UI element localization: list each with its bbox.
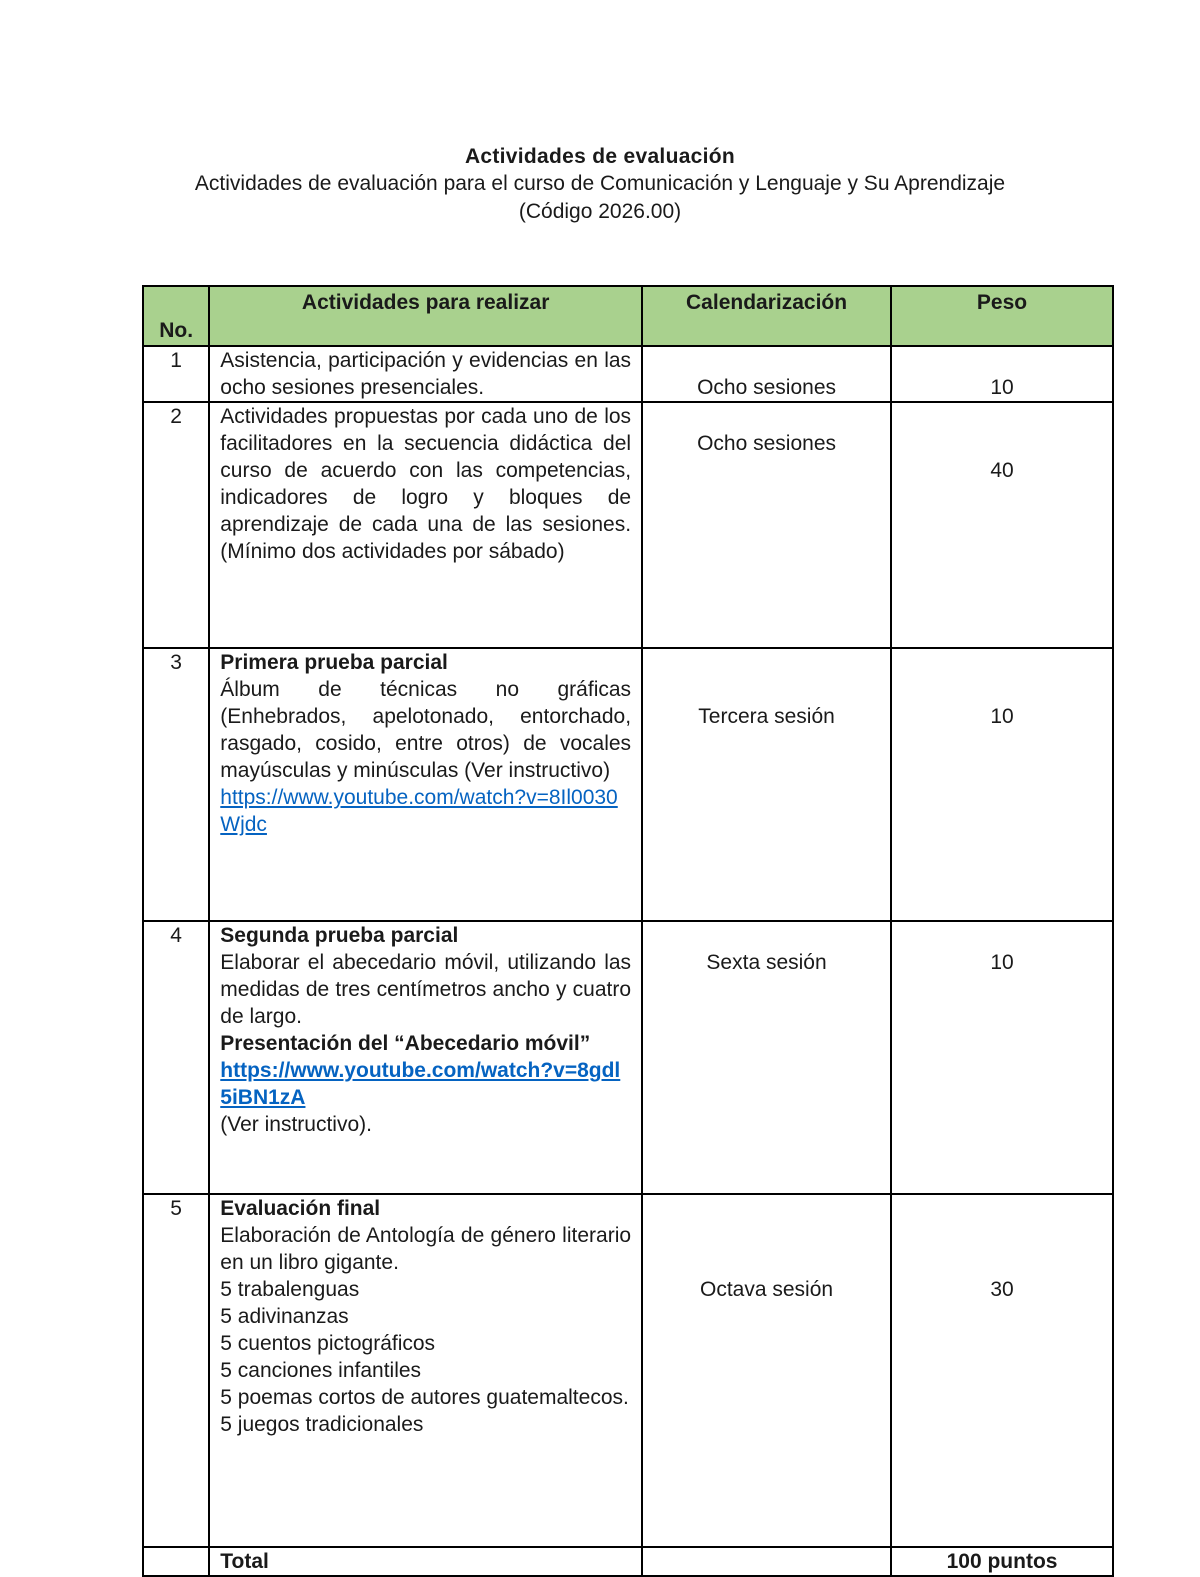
- activity-text: Asistencia, participación y evidencias en las ocho sesiones presenciales.: [220, 349, 632, 399]
- activity-cell: [209, 346, 642, 402]
- activity-cell: [209, 921, 642, 1194]
- activity-text: Álbum de técnicas no gráficas (Enhebrados, apelotonado, entorchado, rasgado, cosido, entre otros) de vocales mayúsculas y minúsculas (Ver instructivo): [220, 678, 632, 782]
- row-number: 1: [143, 346, 209, 402]
- schedule-cell: Ocho sesiones: [642, 402, 891, 648]
- row-number: 2: [143, 402, 209, 648]
- list-item: 5 cuentos pictográficos: [220, 1332, 436, 1355]
- table-header-row: [143, 286, 1113, 346]
- row-number: 3: [143, 648, 209, 921]
- row-number: 4: [143, 921, 209, 1194]
- total-row: [143, 1547, 1113, 1576]
- weight-cell: 10: [891, 648, 1113, 921]
- activity-note: (Ver instructivo).: [220, 1113, 372, 1136]
- total-empty-schedule: [642, 1547, 891, 1576]
- schedule-cell: Sexta sesión: [642, 921, 891, 1194]
- abecedario-video-link[interactable]: https://www.youtube.com/watch?v=8gdl5iBN1zA: [220, 1059, 621, 1109]
- weight-cell: 10: [891, 346, 1113, 402]
- table-row: [143, 648, 1113, 921]
- schedule-cell: Ocho sesiones: [642, 346, 891, 402]
- column-header-activities: Actividades para realizar: [209, 286, 642, 346]
- activity-heading: Evaluación final: [220, 1197, 381, 1220]
- weight-cell: 10: [891, 921, 1113, 1194]
- course-code: (Código 2026.00): [518, 200, 682, 223]
- list-item: 5 poemas cortos de autores guatemaltecos.: [220, 1386, 629, 1409]
- weight-cell: 40: [891, 402, 1113, 648]
- list-item: 5 adivinanzas: [220, 1305, 349, 1328]
- table-row: [143, 1194, 1113, 1547]
- row-number: 5: [143, 1194, 209, 1547]
- instructions-video-link[interactable]: https://www.youtube.com/watch?v=8Il0030Wjdc: [220, 786, 618, 836]
- table-row: [143, 402, 1113, 648]
- column-header-no: No.: [143, 286, 209, 346]
- total-empty-no: [143, 1547, 209, 1576]
- table-row: [143, 346, 1113, 402]
- activity-cell: [209, 1194, 642, 1547]
- activity-text: Actividades propuestas por cada uno de los facilitadores en la secuencia didáctica del curso de acuerdo con las competencias, indicadores de logro y bloques de aprendizaje de cada una de las sesiones. (Mínimo dos actividades por sábado): [220, 405, 632, 563]
- document-header: [0, 143, 1200, 226]
- weight-cell: 30: [891, 1194, 1113, 1547]
- activity-heading: Primera prueba parcial: [220, 651, 448, 674]
- column-header-weight: Peso: [891, 286, 1113, 346]
- page-subtitle: Actividades de evaluación para el curso de Comunicación y Lenguaje y Su Aprendizaje: [194, 172, 1006, 195]
- evaluation-table: [142, 285, 1114, 1577]
- schedule-cell: Octava sesión: [642, 1194, 891, 1547]
- page-title: Actividades de evaluación: [464, 145, 736, 168]
- schedule-cell: Tercera sesión: [642, 648, 891, 921]
- activity-cell: [209, 402, 642, 648]
- list-item: 5 trabalenguas: [220, 1278, 360, 1301]
- activity-text: Elaboración de Antología de género literario en un libro gigante.: [220, 1224, 632, 1274]
- list-item: 5 juegos tradicionales: [220, 1413, 424, 1436]
- activity-cell: [209, 648, 642, 921]
- total-label: Total: [209, 1547, 642, 1576]
- column-header-schedule: Calendarización: [642, 286, 891, 346]
- activity-subheading: Presentación del “Abecedario móvil”: [220, 1032, 591, 1055]
- list-item: 5 canciones infantiles: [220, 1359, 422, 1382]
- activity-text: Elaborar el abecedario móvil, utilizando las medidas de tres centímetros ancho y cuatro de largo.: [220, 951, 632, 1028]
- activity-heading: Segunda prueba parcial: [220, 924, 459, 947]
- table-row: [143, 921, 1113, 1194]
- total-value: 100 puntos: [891, 1547, 1113, 1576]
